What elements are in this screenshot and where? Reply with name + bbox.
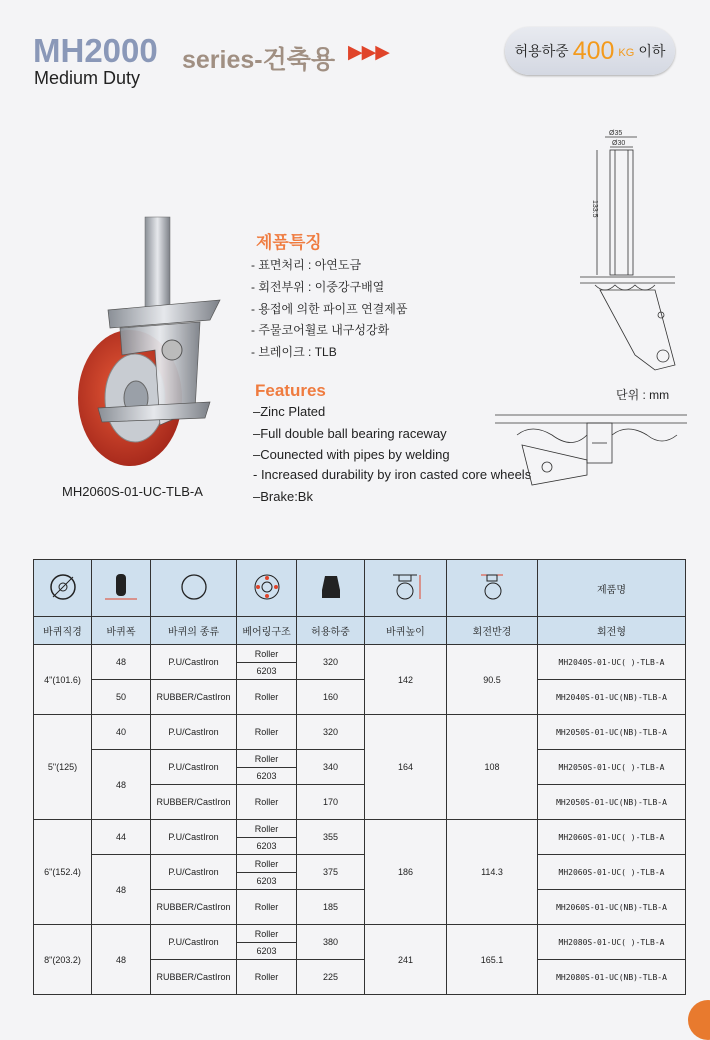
width-cell: 48 (92, 925, 151, 995)
load-cell: 355 (297, 820, 365, 855)
model-cell: MH2040S-01-UC(NB)-TLB-A (538, 680, 686, 715)
type-cell: RUBBER/CastIron (151, 680, 237, 715)
feature-kr-item: - 주물코어휠로 내구성강화 (251, 323, 390, 337)
load-cell: 340 (297, 750, 365, 785)
features-kr-title: 제품특징 (256, 233, 322, 252)
type-cell: RUBBER/CastIron (151, 890, 237, 925)
type-cell: RUBBER/CastIron (151, 960, 237, 995)
header-height: 바퀴높이 (365, 617, 447, 645)
bearing-value: 6203 (237, 942, 296, 959)
load-cell: 380 (297, 925, 365, 960)
feature-kr-item: - 표면처리 : 아연도금 (251, 258, 362, 272)
load-value: 400 (572, 36, 615, 65)
spec-table (33, 559, 686, 995)
radius-cell: 165.1 (447, 925, 538, 995)
bearing-value: 6203 (237, 837, 296, 854)
width-cell: 40 (92, 715, 151, 750)
model-cell: MH2050S-01-UC(NB)-TLB-A (538, 715, 686, 750)
series-title: series-건축용 (182, 46, 336, 74)
bearing-cell (237, 855, 297, 890)
product-name-header: 제품명 (538, 560, 686, 617)
bearing-value: Roller (254, 753, 279, 764)
model-cell: MH2040S-01-UC( )-TLB-A (538, 645, 686, 680)
bearing-value: Roller (254, 858, 279, 869)
dim-30-label: Ø30 (612, 140, 626, 147)
swivel-radius-icon (447, 560, 538, 617)
header-width: 바퀴폭 (92, 617, 151, 645)
model-cell: MH2060S-01-UC( )-TLB-A (538, 855, 686, 890)
bearing-cell (237, 820, 297, 855)
dim-35-label: Ø35 (609, 130, 623, 137)
load-cell: 160 (297, 680, 365, 715)
header-load: 허용하중 (297, 617, 365, 645)
model-cell: MH2080S-01-UC(NB)-TLB-A (538, 960, 686, 995)
bearing-value: 6203 (237, 662, 296, 679)
type-cell: P.U/CastIron (151, 855, 237, 890)
bearing-cell: Roller (237, 715, 297, 750)
type-cell: P.U/CastIron (151, 750, 237, 785)
header-wheel-type: 바퀴의 종류 (151, 617, 237, 645)
type-cell: P.U/CastIron (151, 715, 237, 750)
load-icon (297, 560, 365, 617)
wheel-height-icon (365, 560, 447, 617)
page-title: MH2000 (33, 32, 158, 69)
wheel-type-icon (151, 560, 237, 617)
technical-drawing-side (575, 125, 680, 375)
bearing-cell (237, 750, 297, 785)
bearing-cell: Roller (237, 890, 297, 925)
type-cell: P.U/CastIron (151, 820, 237, 855)
diameter-cell: 5"(125) (34, 715, 92, 820)
model-cell: MH2060S-01-UC(NB)-TLB-A (538, 890, 686, 925)
bearing-cell: Roller (237, 680, 297, 715)
feature-en-item: –Counected with pipes by welding (253, 447, 450, 462)
model-cell: MH2050S-01-UC( )-TLB-A (538, 750, 686, 785)
unit-label: 단위 : mm (616, 388, 670, 402)
feature-en-item: - Increased durability by iron casted core wheels (253, 467, 532, 482)
load-capacity-badge (505, 27, 675, 75)
diameter-cell: 4"(101.6) (34, 645, 92, 715)
radius-cell: 90.5 (447, 645, 538, 715)
bearing-icon (237, 560, 297, 617)
feature-en-item: –Zinc Plated (253, 404, 326, 419)
bearing-value: 6203 (237, 767, 296, 784)
type-cell: P.U/CastIron (151, 925, 237, 960)
load-unit: KG (618, 47, 635, 59)
load-suffix: 이하 (638, 43, 666, 59)
width-cell: 50 (92, 680, 151, 715)
technical-drawing-top (492, 405, 687, 495)
width-cell: 48 (92, 645, 151, 680)
height-cell: 164 (365, 715, 447, 820)
diameter-cell: 6"(152.4) (34, 820, 92, 925)
page-subtitle: Medium Duty (34, 68, 141, 88)
bearing-cell (237, 925, 297, 960)
features-en-title: Features (255, 381, 326, 400)
bearing-cell: Roller (237, 960, 297, 995)
bearing-value: Roller (254, 928, 279, 939)
width-cell: 48 (92, 855, 151, 925)
header-bearing: 베어링구조 (237, 617, 297, 645)
feature-kr-item: - 회전부위 : 이중강구배열 (251, 280, 385, 294)
feature-en-item: –Brake:Bk (253, 489, 313, 504)
radius-cell: 108 (447, 715, 538, 820)
feature-kr-item: - 용접에 의한 파이프 연결제품 (251, 302, 408, 316)
bearing-value: 6203 (237, 872, 296, 889)
height-cell: 186 (365, 820, 447, 925)
model-cell: MH2080S-01-UC( )-TLB-A (538, 925, 686, 960)
radius-cell: 114.3 (447, 820, 538, 925)
load-cell: 320 (297, 715, 365, 750)
height-cell: 142 (365, 645, 447, 715)
load-cell: 320 (297, 645, 365, 680)
width-cell: 48 (92, 750, 151, 820)
feature-kr-item: - 브레이크 : TLB (251, 345, 337, 359)
load-cell: 185 (297, 890, 365, 925)
type-cell: RUBBER/CastIron (151, 785, 237, 820)
feature-en-item: –Full double ball bearing raceway (253, 426, 447, 441)
arrows-icon: ▶▶▶ (348, 42, 389, 63)
height-cell: 241 (365, 925, 447, 995)
product-caption: MH2060S-01-UC-TLB-A (62, 484, 203, 499)
dim-133-label: 133.5 (591, 200, 598, 218)
header-diameter: 바퀴직경 (34, 617, 92, 645)
load-cell: 375 (297, 855, 365, 890)
width-cell: 44 (92, 820, 151, 855)
model-cell: MH2050S-01-UC(NB)-TLB-A (538, 785, 686, 820)
bearing-cell (237, 645, 297, 680)
bearing-value: Roller (254, 648, 279, 659)
model-cell: MH2060S-01-UC( )-TLB-A (538, 820, 686, 855)
wheel-diameter-icon (34, 560, 92, 617)
bearing-value: Roller (254, 823, 279, 834)
load-prefix: 허용하중 (514, 43, 569, 59)
load-cell: 170 (297, 785, 365, 820)
page-corner-tab (688, 1000, 710, 1040)
diameter-cell: 8"(203.2) (34, 925, 92, 995)
wheel-width-icon (92, 560, 151, 617)
bearing-cell: Roller (237, 785, 297, 820)
header-swivel-type: 회전형 (538, 617, 686, 645)
load-cell: 225 (297, 960, 365, 995)
header-radius: 회전반경 (447, 617, 538, 645)
type-cell: P.U/CastIron (151, 645, 237, 680)
caster-wheel-image (60, 210, 230, 475)
